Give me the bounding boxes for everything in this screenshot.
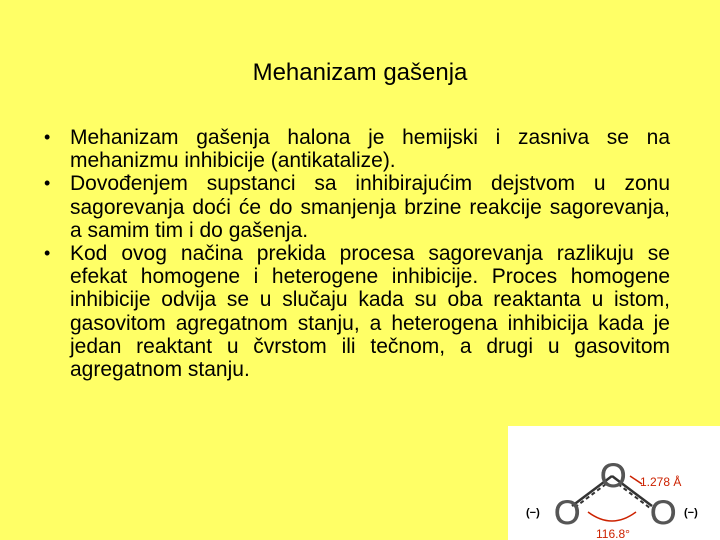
bond-length-label: 1.278 Å — [640, 475, 682, 489]
atom-label: O — [600, 457, 627, 495]
bullet-icon: • — [44, 127, 51, 147]
bullet-text: Dovođenjem supstanci sa inhibirajućim dejstvom u zonu sagorevanja doći će do smanjenja brzine reakcije sagorevanja, a samim tim i do gašenja. — [70, 172, 670, 242]
bullet-item — [44, 242, 670, 381]
slide-title: Mehanizam gašenja — [252, 59, 468, 86]
charge-label-left: (−) — [526, 507, 540, 519]
bullet-text: Mehanizam gašenja halona je hemijski i zasniva se na mehanizmu inhibicije (antikatalize). — [70, 126, 670, 173]
atom-label: O — [554, 494, 581, 532]
bullet-text: Kod ovog načina prekida procesa sagorevanja razlikuju se efekat homogene i heterogene inhibicije. Proces homogene inhibicije odvija se u slučaju kada su oba reaktanta u istom, gasovitom agregatnom stanju, a heterogena inhibicija kada je jedan reaktant u čvrstom ili tečnom, a drugi u gasovitom agregatnom stanju. — [70, 242, 670, 382]
angle-label: 116.8° — [596, 527, 630, 540]
charge-label-right: (−) — [684, 507, 698, 519]
bullet-item — [44, 126, 670, 172]
ozone-molecule-diagram — [508, 426, 720, 540]
angle-arc — [588, 512, 636, 521]
bullet-item — [44, 172, 670, 242]
atom-label: O — [650, 494, 677, 532]
bullet-icon: • — [44, 173, 51, 194]
bullet-icon: • — [44, 243, 51, 264]
bullet-list — [44, 126, 670, 381]
